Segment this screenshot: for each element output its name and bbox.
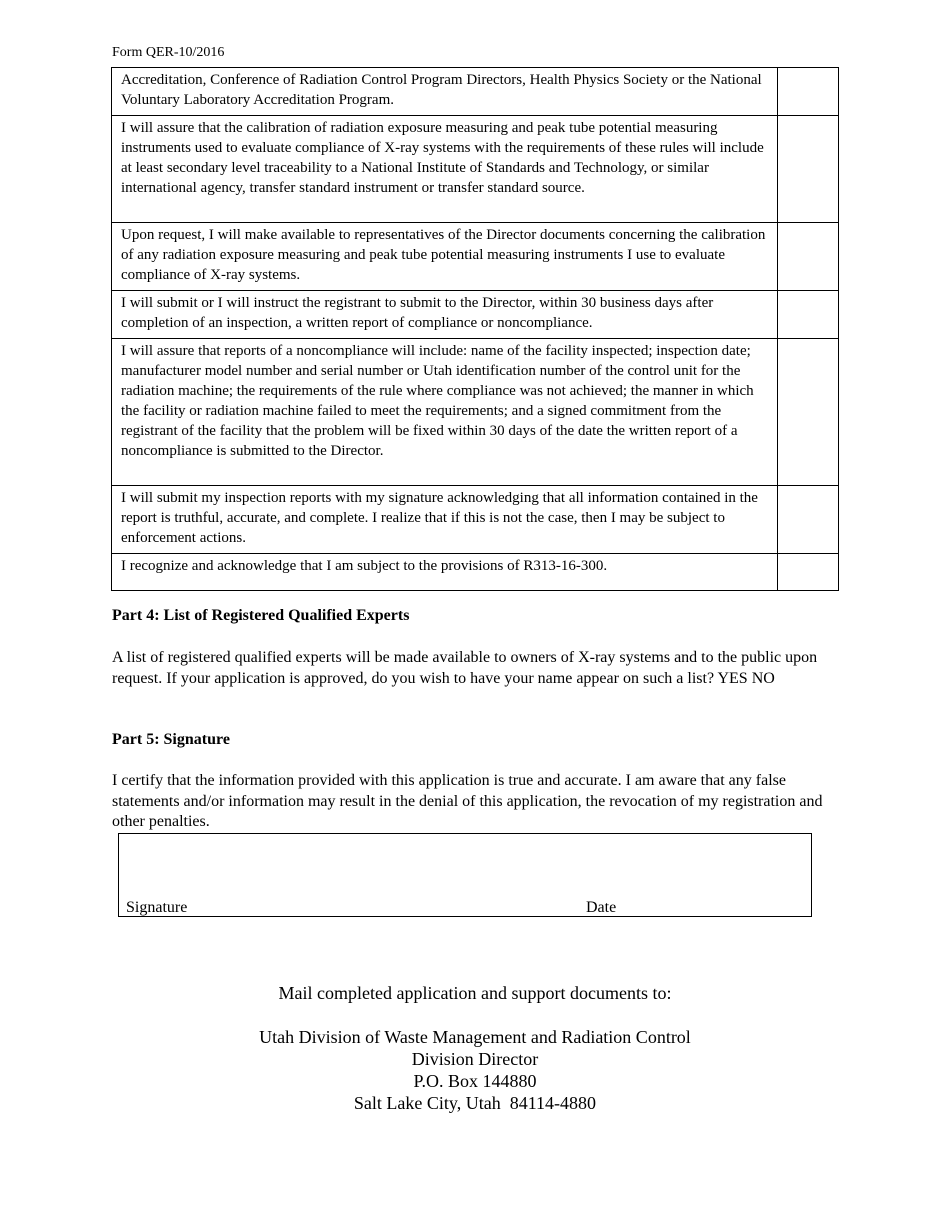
statement-check-cell[interactable] xyxy=(778,116,839,223)
statement-check-cell[interactable] xyxy=(778,223,839,291)
part5-text: I certify that the information provided with this application is true and accurate. I am aware that any false statements and/or information may result in the denial of this application, the revocation of my registration and other penalties. xyxy=(112,772,823,830)
statement-text: I will assure that the calibration of radiation exposure measuring and peak tube potential measuring instruments used to evaluate compliance of X-ray systems with the requirements of these rules will include at least secondary level traceability to a National Institute of Standards and Technology, or similar international agency, transfer standard instrument or transfer standard source. xyxy=(112,116,778,223)
statement-row xyxy=(112,116,839,223)
address-line: Division Director xyxy=(411,1049,539,1069)
statement-text: I will assure that reports of a noncompliance will include: name of the facility inspected; inspection date; manufacturer model number and serial number or Utah identification number of the control unit for the radiation machine; the requirements of the rule where compliance was not achieved; the manner in which the facility or radiation machine failed to meet the requirements; and a signed commitment from the registrant of the facility that the problem will be fixed within 30 days of the date the written report of a noncompliance is submitted to the Director. xyxy=(112,339,778,486)
statement-check-cell[interactable] xyxy=(778,554,839,591)
statement-text: I recognize and acknowledge that I am subject to the provisions of R313-16-300. xyxy=(112,554,778,591)
address-line: P.O. Box 144880 xyxy=(413,1071,537,1091)
date-label: Date xyxy=(586,899,617,916)
statement-check-cell[interactable] xyxy=(778,291,839,339)
statement-row xyxy=(112,486,839,554)
address-line: Salt Lake City, Utah 84114-4880 xyxy=(353,1093,597,1113)
statement-row xyxy=(112,223,839,291)
address-line: Utah Division of Waste Management and Radiation Control xyxy=(259,1027,691,1047)
part4-heading: Part 4: List of Registered Qualified Experts xyxy=(112,607,410,624)
part5-heading: Part 5: Signature xyxy=(112,731,230,748)
statement-check-cell[interactable] xyxy=(778,339,839,486)
statement-text: I will submit or I will instruct the registrant to submit to the Director, within 30 business days after completion of an inspection, a written report of compliance or noncompliance. xyxy=(112,291,778,339)
part4-text: A list of registered qualified experts will be made available to owners of X-ray systems and to the public upon request. If your application is approved, do you wish to have your name appear on such a list? YES NO xyxy=(112,649,818,687)
statement-row xyxy=(112,68,839,116)
certification-statements-table xyxy=(111,67,839,591)
statement-check-cell[interactable] xyxy=(778,486,839,554)
statement-check-cell[interactable] xyxy=(778,68,839,116)
statement-text: Accreditation, Conference of Radiation Control Program Directors, Health Physics Society or the National Voluntary Laboratory Accreditation Program. xyxy=(112,68,778,116)
statement-row xyxy=(112,554,839,591)
statement-text: I will submit my inspection reports with my signature acknowledging that all information contained in the report is truthful, accurate, and complete. I realize that if this is not the case, then I may be subject to enforcement actions. xyxy=(112,486,778,554)
statement-row xyxy=(112,291,839,339)
signature-box[interactable] xyxy=(118,833,812,917)
mailing-address xyxy=(0,1026,950,1114)
statement-text: Upon request, I will make available to representatives of the Director documents concerning the calibration of any radiation exposure measuring and peak tube potential measuring instruments I use to evaluate compliance of X-ray systems. xyxy=(112,223,778,291)
statement-row xyxy=(112,339,839,486)
signature-label: Signature xyxy=(126,899,188,916)
form-id: Form QER-10/2016 xyxy=(112,45,225,60)
mailing-instructions: Mail completed application and support documents to: xyxy=(278,983,672,1003)
